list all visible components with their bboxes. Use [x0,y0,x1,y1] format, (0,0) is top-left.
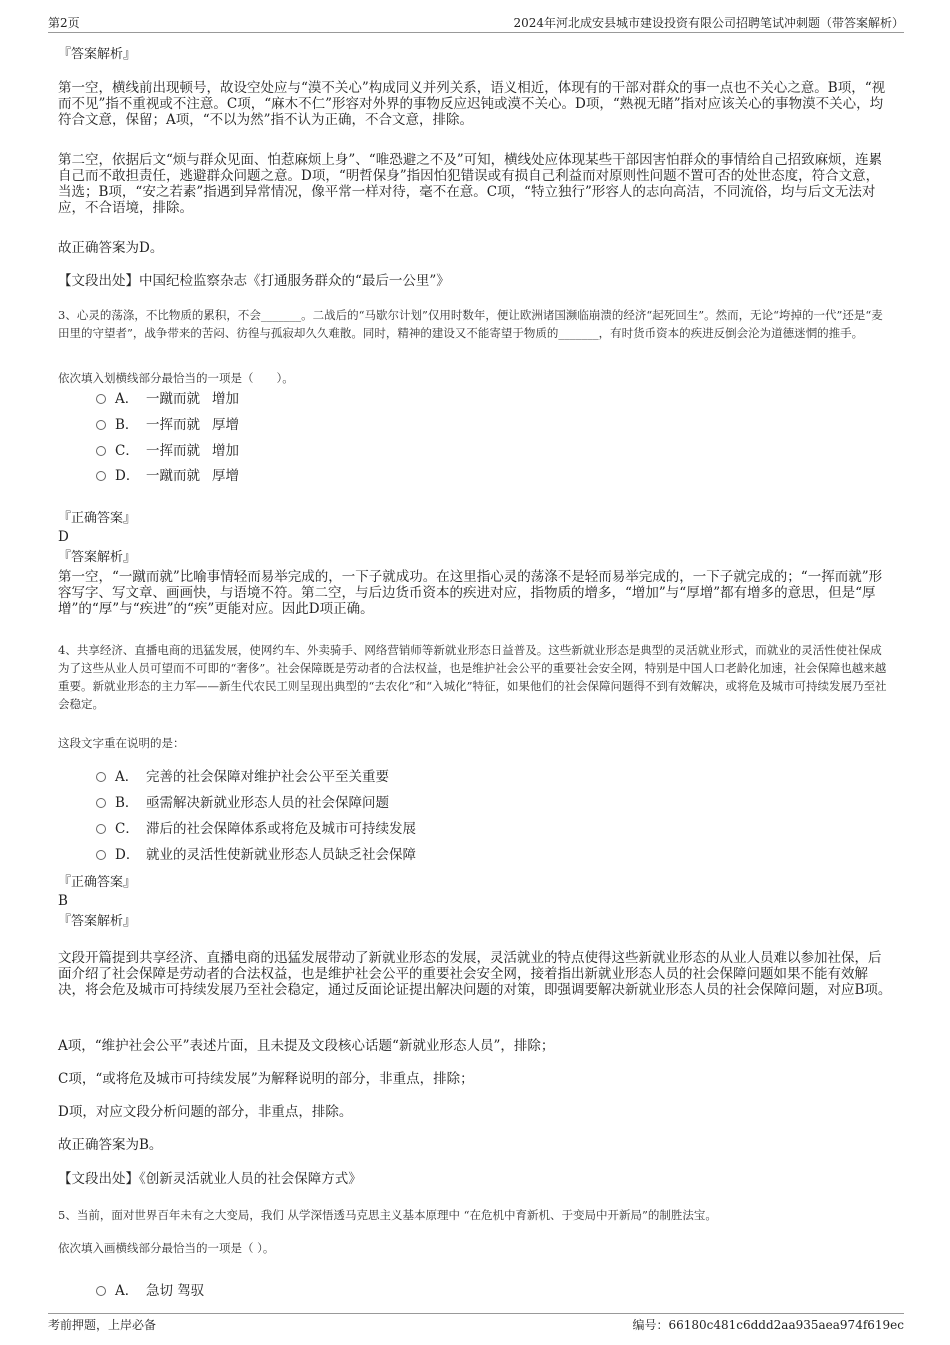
q5-prompt: 依次填入画横线部分最恰当的一项是（ ）。 [58,1241,275,1255]
q4-correct-answer: B [58,893,68,909]
q4-analysis-label: 『答案解析』 [58,914,137,929]
q3-option-c[interactable]: C． 一挥而就 增加 [96,442,239,460]
q3-option-d[interactable]: D． 一蹴而就 厚增 [96,467,239,485]
q4-correct-label: 『正确答案』 [58,875,137,890]
q4-note-a: A项，“维护社会公平”表述片面，且未提及文段核心话题“新就业形态人员”，排除； [58,1038,555,1054]
q4-option-b[interactable]: B． 亟需解决新就业形态人员的社会保障问题 [96,794,389,812]
radio-icon[interactable] [96,798,106,808]
q3-analysis-label: 『答案解析』 [58,550,137,565]
radio-icon[interactable] [96,420,106,430]
q3-stem: 3、心灵的荡涤，不比物质的累积，不会_______。二战后的“马歇尔计划”仅用时数年，便让欧洲诸国濒临崩溃的经济“起死回生”。然而，无论“垮掉的一代”还是“麦田里的守望者”，战争带来的苦闷、彷徨与孤寂却久久难散。同时，精神的建设又不能寄望于物质的_______，有时货币资本的疾进反倒会沦为道德迷惘的推手。 [58,308,883,340]
q4-analysis: 文段开篇提到共享经济、直播电商的迅猛发展带动了新就业形态的发展，灵活就业的特点使得这些新就业形态的从业人员难以参加社保，后面介绍了社会保障是劳动者的合法权益，也是维护社会公平的重要社会安全网，接着指出新就业形态人员的社会保障问题如果不能有效解决，将会危及城市可持续发展乃至社会稳定，通过反面论证提出解决问题的对策，即强调要解决新就业形态人员的社会保障问题，对应B项。 [58,950,892,998]
radio-icon[interactable] [96,824,106,834]
q4-stem: 4、共享经济、直播电商的迅猛发展，使网约车、外卖骑手、网络营销师等新就业形态日益普及。这些新就业形态是典型的灵活就业形式，而就业的灵活性使社保成为了这些从业人员可望而不可即的“奢侈”。社会保障既是劳动者的合法权益，也是维护社会公平的重要社会安全网，特别是中国人口老龄化加速，社会保障也越来越重要。新就业形态的主力军——新生代农民工则呈现出典型的“去农化”和“入城化”特征，如果他们的社会保障问题得不到有效解决，或将危及城市可持续发展乃至社会稳定。 [58,643,887,711]
q3-option-b[interactable]: B． 一挥而就 厚增 [96,416,239,434]
q4-prompt: 这段文字重在说明的是： [58,736,185,750]
q4-note-c: C项，“或将危及城市可持续发展”为解释说明的部分，非重点，排除； [58,1071,474,1087]
radio-icon[interactable] [96,446,106,456]
radio-icon[interactable] [96,394,106,404]
q2-analysis-label: 『答案解析』 [58,47,137,62]
page-header [48,12,904,33]
q4-note-d: D项，对应文段分析问题的部分，非重点，排除。 [58,1104,353,1120]
document-title: 2024年河北成安县城市建设投资有限公司招聘笔试冲刺题（带答案解析） [513,16,904,30]
q4-option-c[interactable]: C． 滞后的社会保障体系或将危及城市可持续发展 [96,820,416,838]
q2-analysis-p2: 第二空，依据后文“烦与群众见面、怕惹麻烦上身”、“唯恐避之不及”可知，横线处应体现某些干部因害怕群众的事情给自己招致麻烦，连累自己而不敢担责任，逃避群众问题之意。D项，“明哲保身”指因怕犯错误或有损自己利益而对原则性问题不置可否的处世态度，符合文意，当选；B项，“安之若素”指遇到异常情况，像平常一样对待，毫不在意。C项，“特立独行”形容人的志向高洁，不同流俗，均与后文无法对应，不合语境，排除。 [58,152,883,216]
footer-slogan: 考前押题，上岸必备 [48,1318,157,1332]
radio-icon[interactable] [96,471,106,481]
q2-source: 【文段出处】中国纪检监察杂志《打通服务群众的“最后一公里”》 [58,273,450,289]
page-footer [48,1313,904,1334]
q3-prompt: 依次填入划横线部分最恰当的一项是（ ）。 [58,371,294,385]
q2-conclusion: 故正确答案为D。 [58,240,164,256]
q3-option-a[interactable]: A． 一蹴而就 增加 [96,390,239,408]
q4-option-d[interactable]: D． 就业的灵活性使新就业形态人员缺乏社会保障 [96,846,416,864]
q2-analysis-p1: 第一空，横线前出现顿号，故设空处应与“漠不关心”构成同义并列关系，语义相近，体现有的干部对群众的事一点也不关心之意。B项，“视而不见”指不重视或不注意。C项，“麻木不仁”形容对外界的事物反应迟钝或漠不关心。D项，“熟视无睹”指对应该关心的事物漠不关心，均符合文意，保留；A项，“不以为然”指不认为正确，不合文意，排除。 [58,80,886,128]
q4-option-a[interactable]: A． 完善的社会保障对维护社会公平至关重要 [96,768,389,786]
q4-source: 【文段出处】《创新灵活就业人员的社会保障方式》 [58,1171,362,1187]
radio-icon[interactable] [96,772,106,782]
page-number: 第2页 [48,16,80,30]
radio-icon[interactable] [96,850,106,860]
radio-icon[interactable] [96,1286,106,1296]
q3-correct-answer: D [58,529,69,545]
document-id: 编号：66180c481c6ddd2aa935aea974f619ec [632,1318,904,1332]
q4-conclusion: 故正确答案为B。 [58,1137,163,1153]
q5-option-a[interactable]: A． 急切 驾驭 [96,1282,204,1300]
q3-correct-label: 『正确答案』 [58,511,137,526]
q3-analysis: 第一空，“一蹴而就”比喻事情轻而易举完成的，一下子就成功。在这里指心灵的荡涤不是轻而易举完成的，一下子就完成的；“一挥而就”形容写字、写文章、画画快，与语境不符。第二空，与后边货币资本的疾进对应，指物质的增多，“增加”与“厚增”都有增多的意思，但是“厚增”的“厚”与“疾进”的“疾”更能对应。因此D项正确。 [58,569,883,617]
q5-stem: 5、当前，面对世界百年未有之大变局，我们 从学深悟透马克思主义基本原理中 “在危机中育新机、于变局中开新局”的制胜法宝。 [58,1208,717,1222]
